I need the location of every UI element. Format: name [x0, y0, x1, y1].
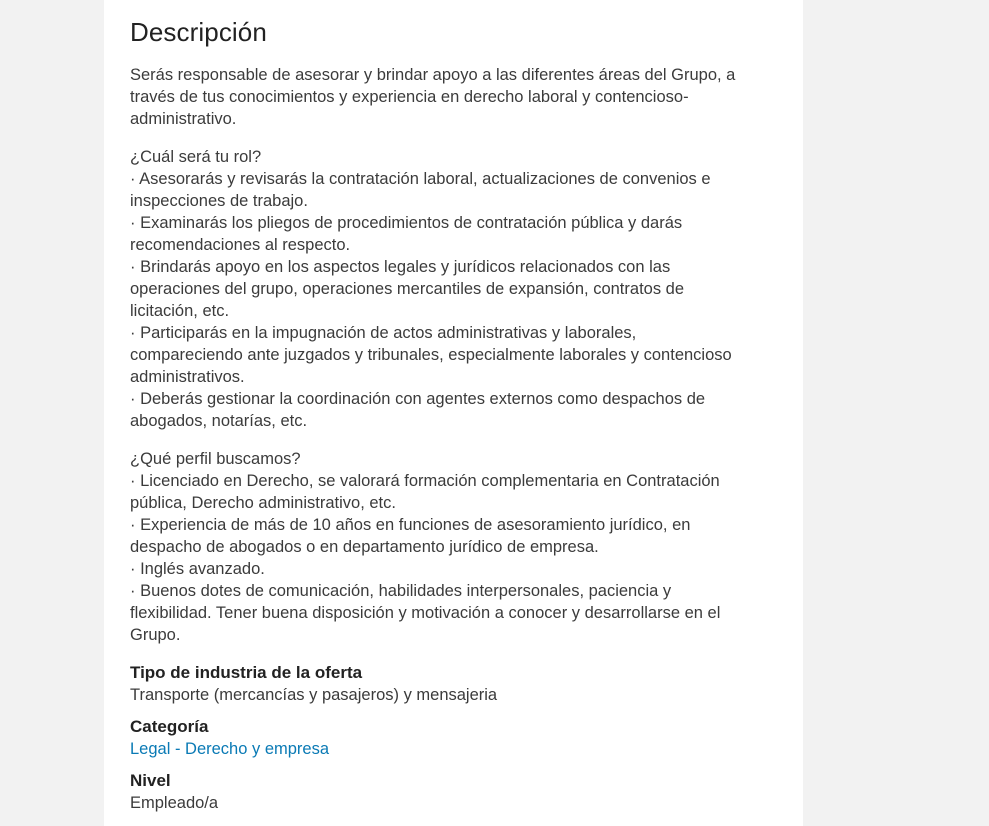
description-title: Descripción — [130, 17, 267, 47]
category-value — [130, 738, 783, 760]
role-section: ¿Cuál será tu rol? · Asesorarás y revisarás la contratación laboral, actualizaciones de convenios e inspecciones de trabajo. · Examinarás los pliegos de procedimientos de contratación pública y darás recomendaciones al respecto. · Brindarás apoyo en los aspectos legales y jurídicos relacionados con las operaciones del grupo, operaciones mercantiles de expansión, contratos de licitación, etc. · Participarás en la impugnación de actos administrativas y laborales, compareciendo ante juzgados y tribunales, especialmente laborales y contencioso administrativos. · Deberás gestionar la coordinación con agentes externos como despachos de abogados, notarías, etc. — [130, 148, 732, 430]
category-link-legal[interactable]: Legal — [130, 740, 171, 758]
category-field — [130, 716, 783, 760]
category-separator: - — [170, 740, 186, 758]
level-label: Nivel — [130, 771, 171, 790]
profile-section: ¿Qué perfil buscamos? · Licenciado en Derecho, se valorará formación complementaria en Contratación pública, Derecho administrativo, etc. · Experiencia de más de 10 años en funciones de asesoramiento jurídico, en despacho de abogados o en departamento jurídico de empresa. · Inglés avanzado. · Buenos dotes de comunicación, habilidades interpersonales, paciencia y flexibilidad. Tener buena disposición y motivación a conocer y desarrollarse en el Grupo. — [130, 450, 721, 644]
job-description-card — [104, 0, 803, 826]
level-field — [130, 770, 783, 814]
description-intro: Serás responsable de asesorar y brindar apoyo a las diferentes áreas del Grupo, a través de tus conocimientos y experiencia en derecho laboral y contencioso- administrativo. — [130, 66, 736, 128]
industry-value: Transporte (mercancías y pasajeros) y mensajeria — [130, 686, 498, 704]
industry-label: Tipo de industria de la oferta — [130, 663, 363, 682]
level-value: Empleado/a — [130, 794, 219, 812]
industry-field — [130, 662, 783, 706]
category-link-derecho-empresa[interactable]: Derecho y empresa — [185, 740, 330, 758]
category-label: Categoría — [130, 717, 209, 736]
